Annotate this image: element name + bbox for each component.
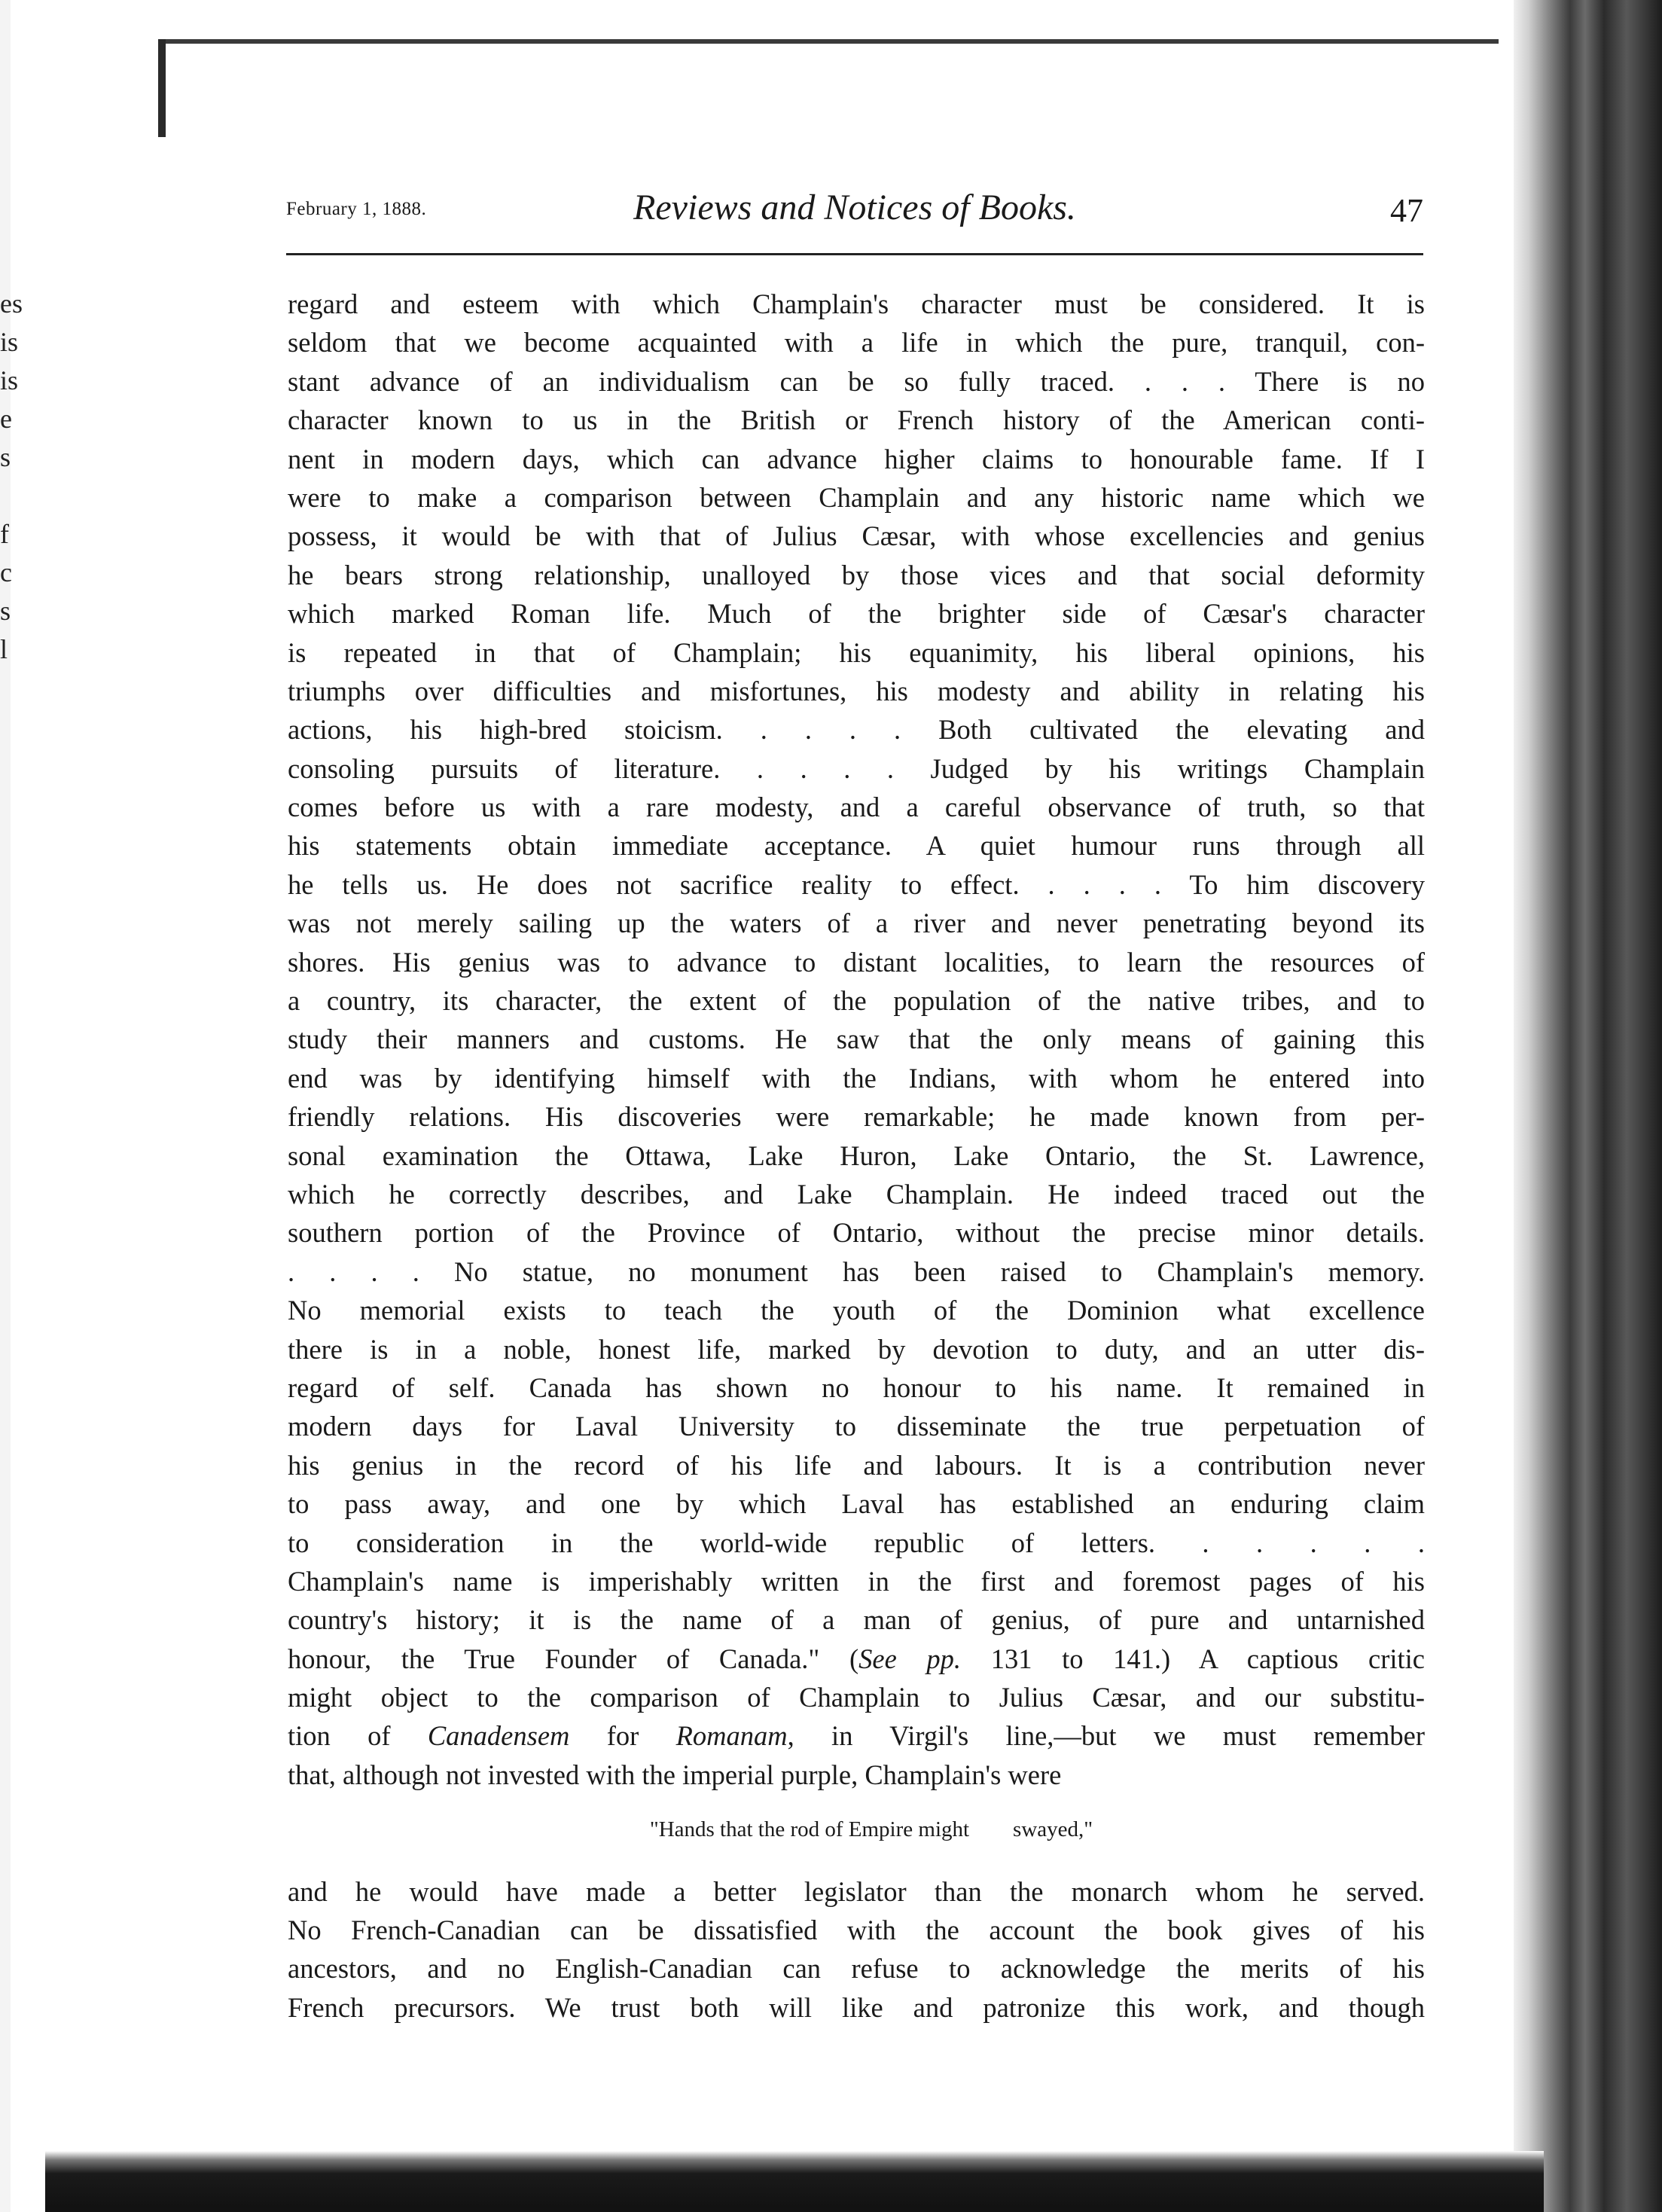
margin-fragment: s [0, 442, 11, 472]
margin-fragment: s [0, 596, 11, 626]
margin-fragment: f [0, 519, 9, 549]
text-line: comes before us with a rare modesty, and a careful observance of truth, so that [288, 792, 1425, 823]
facing-page-margin-fragments [0, 285, 23, 669]
text-line: and he would have made a better legislator than the monarch whom he served. [288, 1875, 1425, 1907]
text-line: tion of Canadensem for Romanam, in Virgil's line,—but we must remember [288, 1720, 1425, 1752]
scan-gutter-shadow [1514, 0, 1662, 2212]
text-line: which marked Roman life. Much of the brighter side of Cæsar's character [288, 598, 1425, 630]
margin-fragment: e [0, 404, 12, 434]
margin-fragment: es [0, 288, 23, 319]
verse-quote: "Hands that the rod of Empire might swayed," [649, 1817, 1093, 1842]
text-line: regard and esteem with which Champlain's character must be considered. It is [288, 288, 1425, 319]
text-line: regard of self. Canada has shown no honour to his name. It remained in [288, 1371, 1425, 1403]
text-line: he bears strong relationship, unalloyed by those vices and that social deformity [288, 559, 1425, 590]
text-line: were to make a comparison between Champlain and any historic name which we [288, 481, 1425, 513]
text-line: honour, the True Founder of Canada." (See pp. 131 to 141.) A captious critic [288, 1643, 1426, 1674]
margin-fragment: l [0, 634, 8, 664]
header-rule [286, 253, 1423, 255]
text-line: was not merely sailing up the waters of a river and never penetrating beyond its [288, 908, 1425, 939]
text-line: there is in a noble, honest life, marked by devotion to duty, and an utter dis- [288, 1333, 1425, 1365]
running-header [286, 182, 1423, 235]
text-line: to pass away, and one by which Laval has established an enduring claim [288, 1488, 1425, 1520]
text-line: that, although not invested with the imperial purple, Champlain's were [288, 1759, 1062, 1790]
text-line: ancestors, and no English-Canadian can refuse to acknowledge the merits of his [288, 1953, 1425, 1985]
page-number: 47 [1390, 192, 1423, 229]
text-line: No memorial exists to teach the youth of the Dominion what excellence [288, 1295, 1425, 1326]
text-line: southern portion of the Province of Ontario, without the precise minor details. [288, 1217, 1425, 1249]
text-line: stant advance of an individualism can be so fully traced. . . . There is no [288, 365, 1425, 397]
text-line: Champlain's name is imperishably written in the first and foremost pages of his [288, 1565, 1425, 1597]
margin-fragment [0, 477, 23, 515]
text-line: consoling pursuits of literature. . . . . Judged by his writings Champlain [288, 752, 1425, 784]
text-line: character known to us in the British or French history of the American conti- [288, 404, 1425, 436]
margin-fragment: is [0, 327, 19, 357]
margin-fragment: is [0, 365, 19, 395]
paragraph-before-quote [288, 285, 1425, 1794]
text-line: to consideration in the world-wide republic of letters. . . . . . [288, 1527, 1425, 1558]
text-line: possess, it would be with that of Julius Cæsar, with whose excellencies and genius [288, 520, 1425, 552]
text-line: he tells us. He does not sacrifice reality to effect. . . . . To him discovery [288, 868, 1425, 900]
text-line: seldom that we become acquainted with a life in which the pure, tranquil, con- [288, 327, 1425, 358]
text-line: sonal examination the Ottawa, Lake Huron, Lake Ontario, the St. Lawrence, [288, 1140, 1425, 1171]
scan-top-border [158, 39, 1499, 44]
scan-top-corner [158, 39, 166, 137]
text-line: study their manners and customs. He saw that the only means of gaining this [288, 1024, 1425, 1055]
text-line: his genius in the record of his life and labours. It is a contribution never [288, 1449, 1425, 1481]
text-line: actions, his high-bred stoicism. . . . . Both cultivated the elevating and [288, 714, 1425, 746]
text-line: No French-Canadian can be dissatisfied with the account the book gives of his [288, 1915, 1425, 1946]
text-line: is repeated in that of Champlain; his equanimity, his liberal opinions, his [288, 636, 1425, 668]
text-line: shores. His genius was to advance to distant localities, to learn the resources of [288, 946, 1425, 978]
text-line: might object to the comparison of Champlain to Julius Cæsar, and our substitu- [288, 1682, 1425, 1713]
running-title: Reviews and Notices of Books. [633, 188, 1076, 227]
header-date: February 1, 1888. [286, 199, 427, 219]
text-line: his statements obtain immediate acceptance. A quiet humour runs through all [288, 830, 1425, 862]
text-line: . . . . No statue, no monument has been raised to Champlain's memory. [288, 1256, 1425, 1287]
margin-fragment: c [0, 557, 12, 587]
text-line: nent in modern days, which can advance higher claims to honourable fame. If I [288, 443, 1425, 474]
text-line: friendly relations. His discoveries were remarkable; he made known from per- [288, 1101, 1425, 1133]
text-line: triumphs over difficulties and misfortunes, his modesty and ability in relating his [288, 675, 1425, 706]
paragraph-after-quote [288, 1872, 1425, 2027]
text-line: modern days for Laval University to disseminate the true perpetuation of [288, 1411, 1425, 1442]
scan-bottom-band [45, 2151, 1544, 2212]
text-line: a country, its character, the extent of the population of the native tribes, and to [288, 985, 1425, 1017]
text-line: country's history; it is the name of a man of genius, of pure and untarnished [288, 1604, 1425, 1636]
body-text [288, 285, 1425, 2027]
text-line: which he correctly describes, and Lake Champlain. He indeed traced out the [288, 1178, 1425, 1210]
text-line: French precursors. We trust both will like and patronize this work, and though [288, 1991, 1425, 2023]
text-line: end was by identifying himself with the Indians, with whom he entered into [288, 1062, 1425, 1094]
